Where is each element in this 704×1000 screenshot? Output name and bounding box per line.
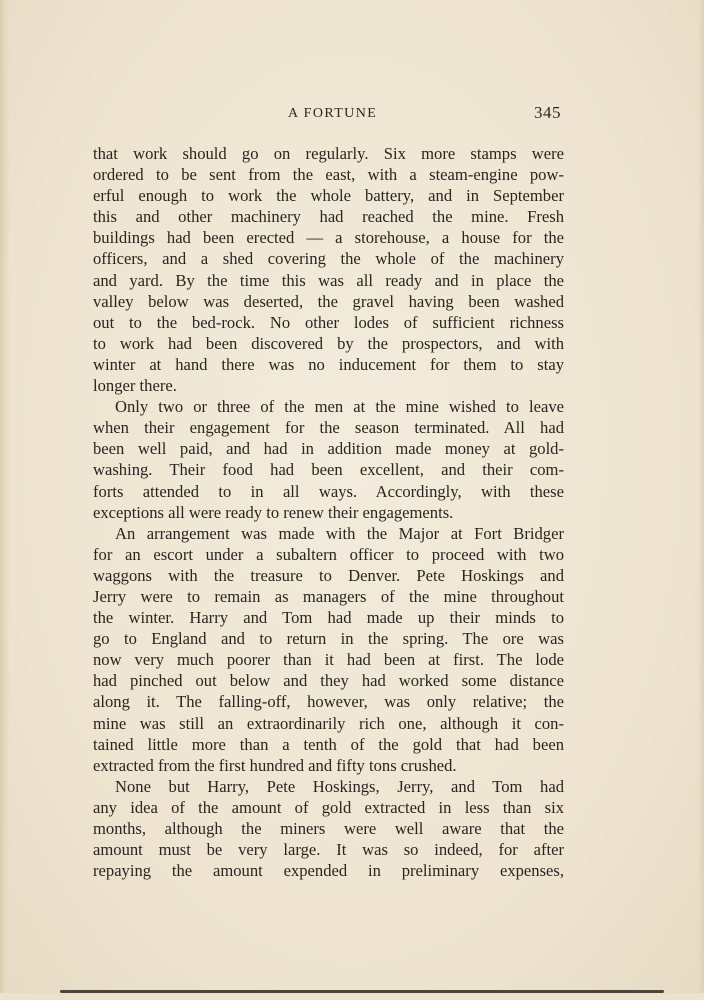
text-line: washing. Their food had been excellent, and their com-	[93, 460, 564, 480]
text-line: for an escort under a subaltern officer to proceed with two	[93, 544, 564, 564]
page-left-edge	[0, 0, 10, 1000]
text-line: None but Harry, Pete Hoskings, Jerry, and Tom had	[115, 776, 564, 796]
text-line: tained little more than a tenth of the gold that had been	[93, 734, 564, 754]
text-line: extracted from the first hundred and fifty tons crushed.	[93, 755, 457, 775]
text-line: buildings had been erected — a storehouse, a house for the	[93, 228, 564, 248]
text-line: and yard. By the time this was all ready and in place the	[93, 270, 564, 290]
running-head: A FORTUNE	[288, 106, 378, 121]
text-line: out to the bed-rock. No other lodes of sufficient richness	[93, 312, 564, 332]
text-line: to work had been discovered by the prospectors, and with	[93, 333, 564, 353]
text-line: had pinched out below and they had worked some distance	[93, 671, 564, 691]
text-line: officers, and a shed covering the whole of the machinery	[93, 249, 564, 269]
text-line: that work should go on regularly. Six more stamps were	[93, 144, 564, 163]
page-number: 345	[534, 103, 561, 122]
text-line: An arrangement was made with the Major at Fort Bridger	[115, 523, 564, 543]
text-line: Jerry were to remain as managers of the mine throughout	[93, 586, 564, 606]
text-line: months, although the miners were well aware that the	[93, 819, 564, 838]
text-line: longer there.	[93, 376, 177, 396]
text-line: mine was still an extraordinarily rich one, although it con-	[93, 713, 564, 733]
text-line: exceptions all were ready to renew their engagements.	[93, 502, 454, 522]
text-line: ordered to be sent from the east, with a steam-engine pow-	[93, 165, 564, 185]
text-line: repaying the amount expended in preliminary expenses,	[93, 861, 564, 881]
text-line: any idea of the amount of gold extracted in less than six	[93, 797, 564, 817]
text-line: now very much poorer than it had been at first. The lode	[93, 650, 564, 670]
page-right-edge	[698, 0, 704, 1000]
body-text	[93, 143, 564, 881]
text-line: go to England and to return in the spring. The ore was	[93, 629, 564, 649]
text-line: amount must be very large. It was so indeed, for after	[93, 840, 564, 860]
text-line: this and other machinery had reached the mine. Fresh	[93, 207, 564, 227]
text-line: winter at hand there was no inducement for them to stay	[93, 354, 564, 374]
text-line: the winter. Harry and Tom had made up their minds to	[93, 608, 564, 628]
text-line: Only two or three of the men at the mine wished to leave	[115, 397, 564, 417]
text-line: forts attended to in all ways. Accordingly, with these	[93, 481, 564, 501]
page-bottom-edge	[0, 993, 704, 1000]
text-line: along it. The falling-off, however, was only relative; the	[93, 692, 564, 712]
page-header	[0, 103, 704, 127]
text-line: when their engagement for the season terminated. All had	[93, 418, 564, 438]
text-line: erful enough to work the whole battery, and in September	[93, 186, 564, 206]
text-line: been well paid, and had in addition made money at gold-	[93, 439, 564, 459]
text-line: valley below was deserted, the gravel having been washed	[93, 291, 564, 311]
text-line: waggons with the treasure to Denver. Pete Hoskings and	[93, 565, 564, 585]
